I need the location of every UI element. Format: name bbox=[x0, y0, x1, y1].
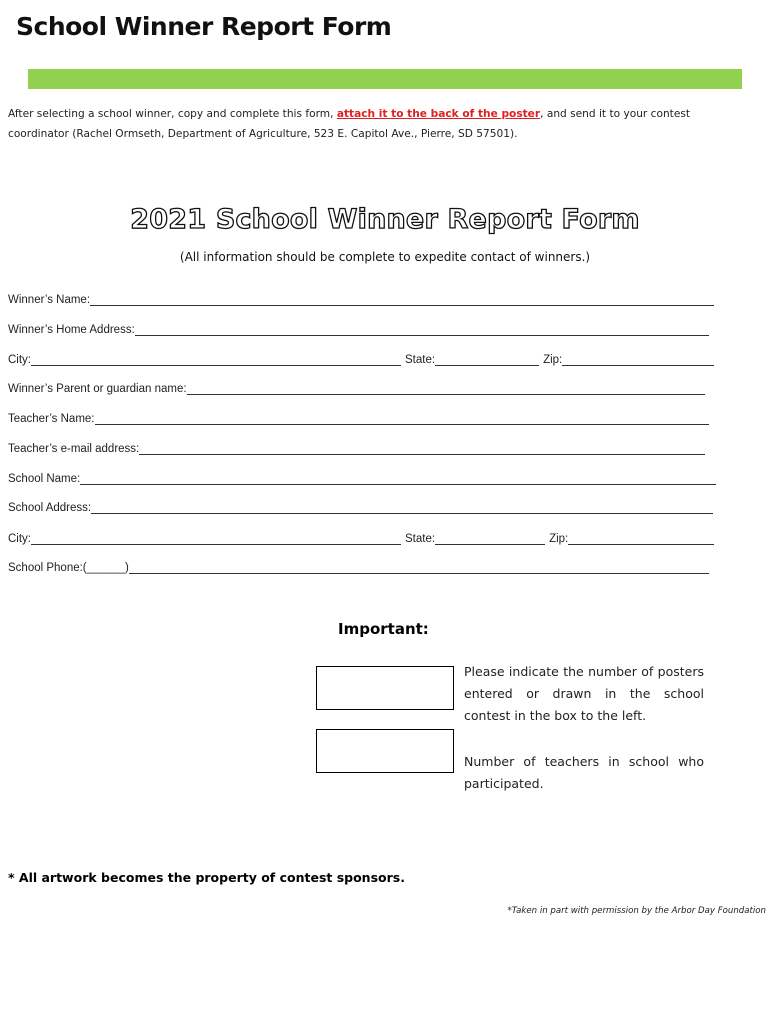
city-line[interactable] bbox=[31, 353, 401, 366]
school-phone-line[interactable] bbox=[129, 561, 709, 574]
credit-note: *Taken in part with permission by the Arbor Day Foundation bbox=[507, 906, 766, 916]
intro-text-after: , and send it to your contest coordinator (Rachel Ormseth, Department of Agriculture, 523 E. Capitol Ave., Pierre, SD 57501). bbox=[8, 108, 691, 140]
winner-city-state-zip-row bbox=[8, 350, 714, 366]
green-divider-bar bbox=[28, 69, 742, 89]
school-city-state-zip-row bbox=[8, 529, 714, 545]
school-city-line[interactable] bbox=[31, 532, 401, 545]
posters-note: Please indicate the number of posters entered or drawn in the school contest in the box to the left. bbox=[464, 664, 704, 723]
school-address-field[interactable] bbox=[8, 498, 713, 514]
school-city-label: City: bbox=[8, 533, 31, 545]
teacher-name-label: Teacher’s Name: bbox=[8, 413, 95, 425]
school-zip-line[interactable] bbox=[568, 532, 714, 545]
school-zip-label: Zip: bbox=[549, 533, 569, 545]
teachers-count-box[interactable] bbox=[316, 729, 454, 773]
school-address-line[interactable] bbox=[91, 501, 713, 514]
state-label: State: bbox=[405, 354, 436, 366]
parent-name-label: Winner’s Parent or guardian name: bbox=[8, 383, 187, 395]
teacher-email-label: Teacher’s e-mail address: bbox=[8, 443, 140, 455]
school-phone-field[interactable] bbox=[8, 558, 709, 574]
city-label: City: bbox=[8, 354, 31, 366]
school-state-line[interactable] bbox=[435, 532, 545, 545]
winner-home-address-label: Winner’s Home Address: bbox=[8, 324, 135, 336]
posters-count-box[interactable] bbox=[316, 666, 454, 710]
school-name-line[interactable] bbox=[80, 472, 716, 485]
school-state-label: State: bbox=[405, 533, 436, 545]
zip-line[interactable] bbox=[562, 353, 714, 366]
winner-home-address-field[interactable] bbox=[8, 320, 709, 336]
form-title: 2021 School Winner Report Form bbox=[130, 204, 640, 235]
page-title: School Winner Report Form bbox=[16, 12, 392, 41]
teacher-name-field[interactable] bbox=[8, 409, 709, 425]
teachers-note: Number of teachers in school who participated. bbox=[464, 754, 704, 791]
school-name-field[interactable] bbox=[8, 469, 716, 485]
intro-paragraph bbox=[8, 104, 748, 144]
state-line[interactable] bbox=[435, 353, 539, 366]
teacher-name-line[interactable] bbox=[95, 412, 709, 425]
property-note: * All artwork becomes the property of contest sponsors. bbox=[8, 870, 405, 885]
teacher-email-line[interactable] bbox=[139, 442, 705, 455]
important-heading: Important: bbox=[338, 620, 429, 638]
intro-highlight: attach it to the back of the poster bbox=[336, 108, 541, 120]
school-phone-label: School Phone:(______) bbox=[8, 562, 129, 574]
school-name-label: School Name: bbox=[8, 473, 81, 485]
winner-name-field[interactable] bbox=[8, 290, 714, 306]
parent-name-line[interactable] bbox=[187, 382, 705, 395]
intro-text-before: After selecting a school winner, copy and complete this form, bbox=[8, 108, 337, 120]
winner-name-label: Winner’s Name: bbox=[8, 294, 91, 306]
school-address-label: School Address: bbox=[8, 502, 92, 514]
form-subtitle: (All information should be complete to expedite contact of winners.) bbox=[179, 250, 591, 264]
teacher-email-field[interactable] bbox=[8, 439, 705, 455]
winner-name-line[interactable] bbox=[90, 293, 714, 306]
zip-label: Zip: bbox=[543, 354, 563, 366]
winner-home-address-line[interactable] bbox=[135, 323, 709, 336]
parent-name-field[interactable] bbox=[8, 379, 705, 395]
